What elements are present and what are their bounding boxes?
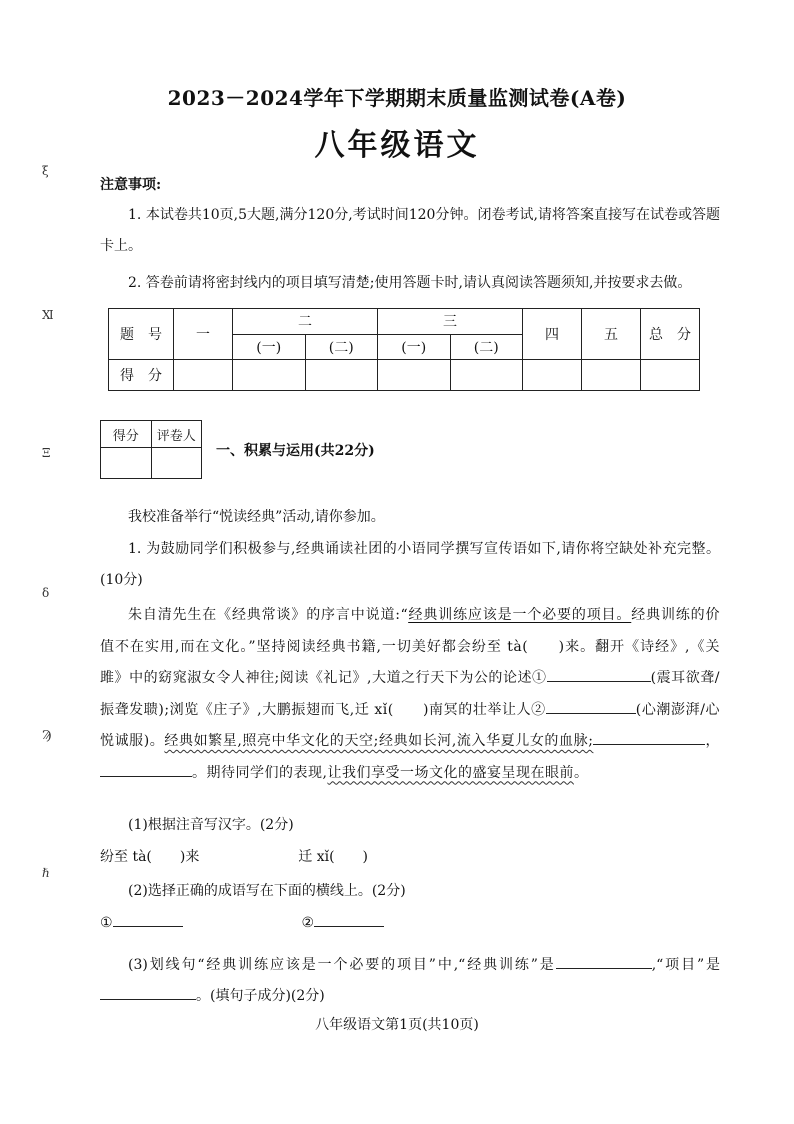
- score-col-five: 五: [582, 309, 641, 360]
- score-col-two-sub2: (二): [305, 334, 378, 360]
- sentence-component-2[interactable]: [100, 985, 196, 1000]
- passage-wavy-sentence-2: 让我们享受一场文化的盛宴呈现在眼前: [327, 764, 574, 781]
- passage-p3: (震耳欲聋/振聋发聩);浏览《庄子》,大鹏振翅而飞,迁 xǐ( )南冥的壮举让人②: [100, 670, 720, 718]
- binding-margin-mark: Ⅺ: [42, 308, 54, 322]
- binding-margin-mark: Ξ: [42, 446, 51, 460]
- score-col-four: 四: [523, 309, 582, 360]
- score-cell-three-sub1[interactable]: [378, 360, 451, 391]
- score-col-one: 一: [174, 309, 233, 360]
- sub-question-1-answers: [100, 842, 720, 873]
- binding-margin-mark: ξ: [42, 164, 49, 178]
- passage-p5: ，: [705, 733, 721, 749]
- score-col-three-sub1: (一): [378, 334, 451, 360]
- score-cell-two-sub2[interactable]: [305, 360, 378, 391]
- notes-heading: 注意事项:: [100, 177, 162, 193]
- question-1: 1. 为鼓励同学们积极参与,经典诵读社团的小语同学撰写宣传语如下,请你将空缺处补充完整。(10分): [100, 541, 720, 588]
- blank-2[interactable]: [546, 699, 636, 714]
- score-table-header-label: 题 号: [109, 309, 174, 360]
- passage-p7: 。: [573, 764, 589, 781]
- score-cell-five[interactable]: [582, 360, 641, 391]
- score-row-label: 得 分: [109, 360, 174, 391]
- section-1-title: 一、积累与运用(共22分): [216, 443, 375, 459]
- page-footer: 八年级语文第1页(共10页): [315, 1017, 479, 1033]
- score-cell-two-sub1[interactable]: [233, 360, 306, 391]
- note-item-1: 1. 本试卷共10页,5大题,满分120分,考试时间120分钟。闭卷考试,请将答案直接写在试卷或答题卡上。: [100, 207, 720, 254]
- passage-p6: 。期待同学们的表现,: [192, 764, 328, 781]
- grader-score-cell[interactable]: [101, 448, 152, 479]
- score-table: [108, 308, 700, 391]
- activity-intro: 我校准备举行“悦读经典”活动,请你参加。: [128, 509, 385, 525]
- sub-question-3-part2: ,“项目”是: [651, 957, 720, 973]
- exam-title: 2023－2024学年下学期期末质量监测试卷(A卷): [167, 86, 627, 110]
- sub-question-2: (2)选择正确的成语写在下面的横线上。(2分): [128, 883, 406, 899]
- score-col-three-sub2: (二): [450, 334, 523, 360]
- passage-underlined-sentence: 经典训练应该是一个必要的项目。: [408, 607, 632, 623]
- idiom-answer-1-label: ①: [100, 915, 113, 931]
- grader-box: [100, 420, 202, 479]
- sub-question-1: (1)根据注音写汉字。(2分): [128, 817, 294, 833]
- grader-reviewer-label: 评卷人: [151, 421, 202, 448]
- blank-1[interactable]: [547, 667, 651, 682]
- score-col-total: 总 分: [641, 309, 700, 360]
- sub-question-2-answers: [100, 908, 720, 939]
- blank-3b[interactable]: [655, 730, 705, 745]
- idiom-answer-1[interactable]: [113, 912, 183, 927]
- passage-p2: 经典训练的价值不在实用,而在文化。”坚持阅读经典书籍,一切美好都会纷至 tà( )来。翻开《诗经》,《关雎》中的窈窕淑女令人神往;阅读《礼记》,大道之行天下为公的论述①: [100, 607, 721, 686]
- binding-margin-mark: δ: [42, 586, 50, 600]
- sub-question-3-part3: 。(填句子成分)(2分): [196, 988, 325, 1004]
- score-cell-one[interactable]: [174, 360, 233, 391]
- sentence-component-1[interactable]: [556, 954, 652, 969]
- subject-title: 八年级语文: [314, 128, 480, 163]
- note-item-2: 2. 答卷前请将密封线内的项目填写清楚;使用答题卡时,请认真阅读答题须知,并按要求去做。: [128, 275, 692, 291]
- score-cell-total[interactable]: [641, 360, 700, 391]
- binding-margin-mark: ℏ: [42, 866, 50, 880]
- blank-4[interactable]: [100, 762, 192, 777]
- idiom-answer-2-label: ②: [301, 915, 315, 931]
- passage: [100, 600, 720, 789]
- passage-p1: 朱自清先生在《经典常谈》的序言中说道:“: [128, 607, 409, 623]
- grader-score-label: 得分: [101, 421, 152, 448]
- sub-question-3-part1: (3)划线句“经典训练应该是一个必要的项目”中,“经典训练”是: [128, 957, 556, 973]
- binding-margin-mark: Ϡ: [42, 728, 52, 742]
- answer-ta[interactable]: 纷至 tà( )来: [100, 849, 200, 865]
- grader-reviewer-cell[interactable]: [151, 448, 202, 479]
- score-col-three: 三: [378, 309, 523, 335]
- idiom-answer-2[interactable]: [314, 912, 384, 927]
- score-cell-three-sub2[interactable]: [450, 360, 523, 391]
- score-cell-four[interactable]: [523, 360, 582, 391]
- blank-3a[interactable]: [593, 730, 655, 745]
- score-col-two-sub1: (一): [233, 334, 306, 360]
- score-col-two: 二: [233, 309, 378, 335]
- passage-wavy-sentence: 经典如繁星,照亮中华文化的天空;经典如长河,流入华夏儿女的血脉;: [164, 733, 594, 749]
- sub-question-3: [100, 950, 720, 1012]
- answer-xi[interactable]: 迁 xǐ( ): [298, 849, 369, 865]
- passage-p4: (心潮澎湃/心悦诚服)。: [100, 701, 720, 749]
